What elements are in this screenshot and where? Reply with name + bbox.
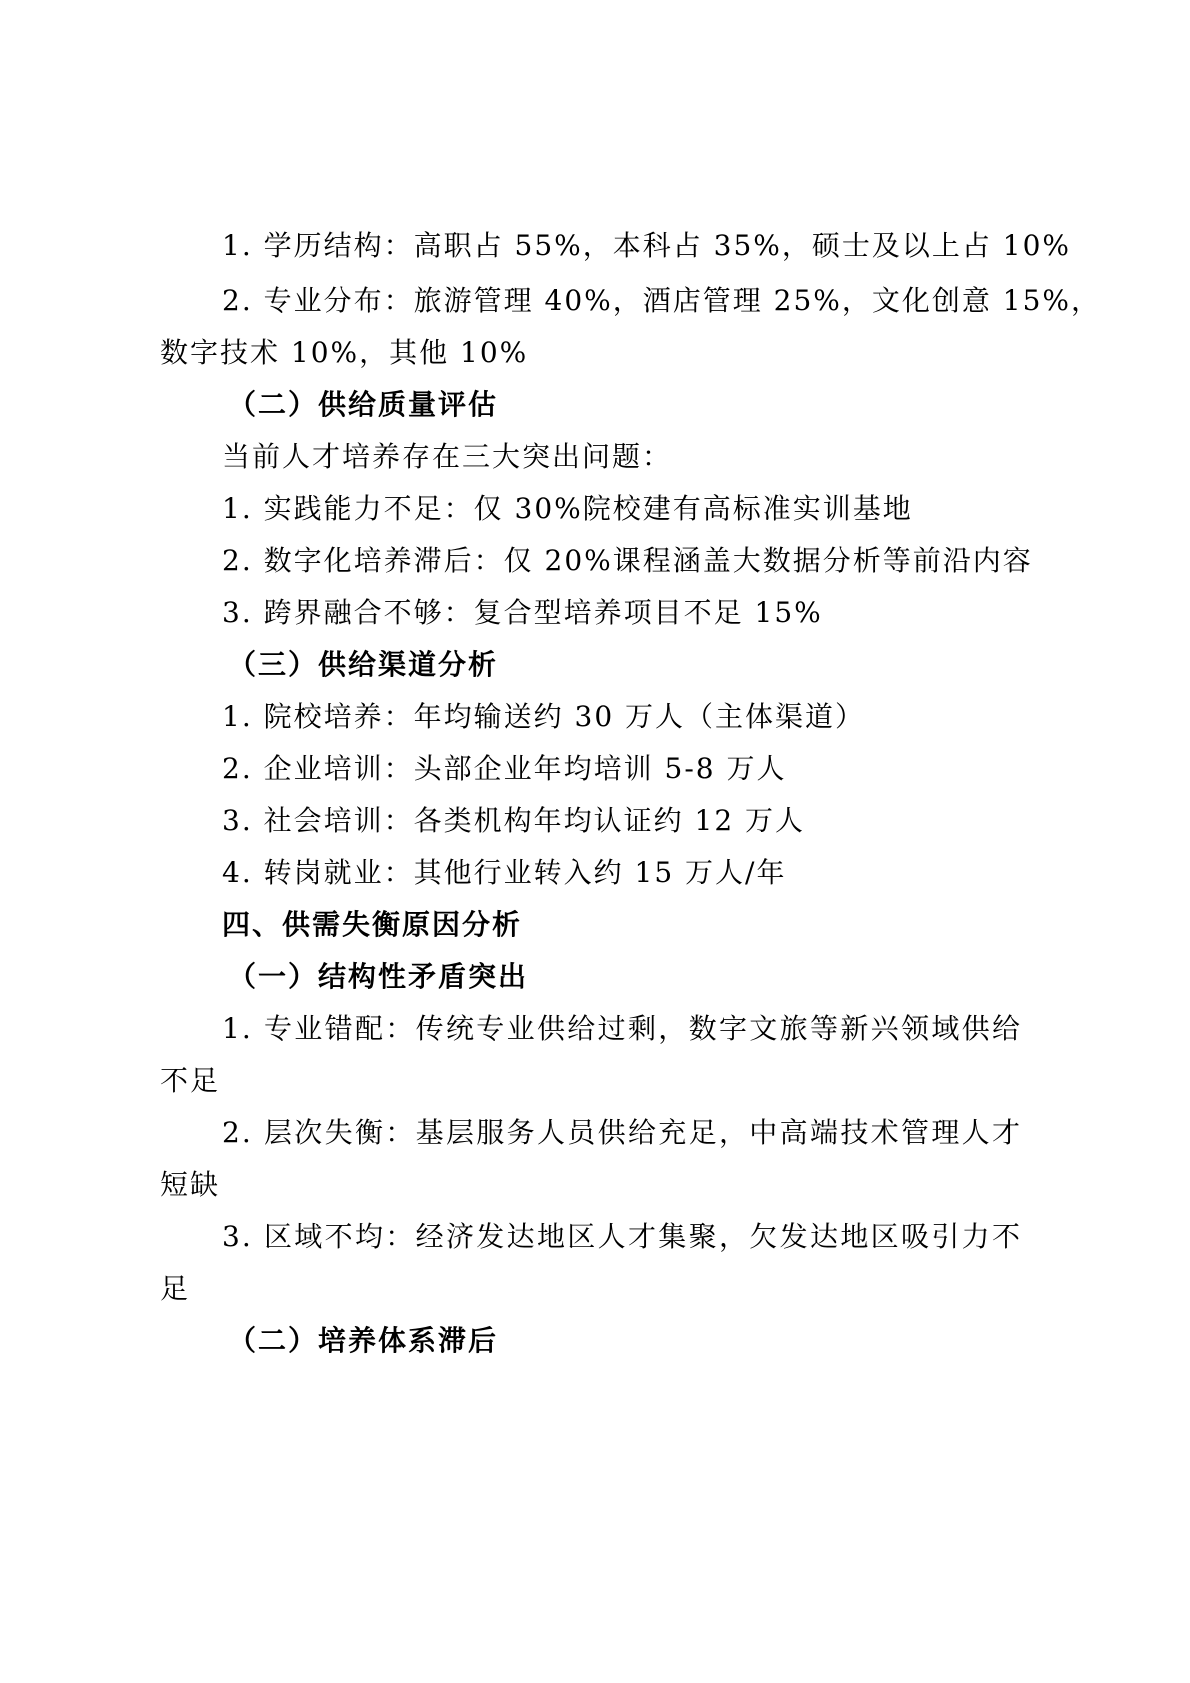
- problem-item-practice: 1. 实践能力不足：仅 30%院校建有高标准实训基地: [222, 492, 913, 525]
- problem-item-digital: 2. 数字化培养滞后：仅 20%课程涵盖大数据分析等前沿内容: [222, 544, 1033, 577]
- structural-item-mismatch: 1. 专业错配：传统专业供给过剩，数字文旅等新兴领域供给: [222, 1012, 1022, 1045]
- section-heading-supply-channels: （三）供给渠道分析: [228, 648, 499, 681]
- education-structure-item: 1. 学历结构：高职占 55%，本科占 35%，硕士及以上占 10%: [222, 229, 1072, 262]
- structural-item-level: 2. 层次失衡：基层服务人员供给充足，中高端技术管理人才: [222, 1116, 1022, 1149]
- channel-item-schools: 1. 院校培养：年均输送约 30 万人（主体渠道）: [222, 700, 866, 733]
- structural-item-level-continued: 短缺: [160, 1168, 221, 1201]
- problem-item-crossover: 3. 跨界融合不够：复合型培养项目不足 15%: [222, 596, 823, 629]
- section-heading-training-system: （二）培养体系滞后: [228, 1324, 499, 1357]
- section-heading-supply-quality: （二）供给质量评估: [228, 388, 499, 421]
- major-distribution-item: 2. 专业分布：旅游管理 40%，酒店管理 25%，文化创意 15%，: [222, 284, 1102, 317]
- channel-item-transfer: 4. 转岗就业：其他行业转入约 15 万人/年: [222, 856, 787, 889]
- channel-item-social: 3. 社会培训：各类机构年均认证约 12 万人: [222, 804, 806, 837]
- paragraph-intro-problems: 当前人才培养存在三大突出问题：: [222, 440, 673, 473]
- chapter-heading-imbalance: 四、供需失衡原因分析: [222, 908, 523, 941]
- channel-item-enterprise: 2. 企业培训：头部企业年均培训 5-8 万人: [222, 752, 787, 785]
- major-distribution-continued: 数字技术 10%，其他 10%: [160, 336, 529, 369]
- structural-item-region: 3. 区域不均：经济发达地区人才集聚，欠发达地区吸引力不: [222, 1220, 1022, 1253]
- structural-item-region-continued: 足: [160, 1272, 191, 1305]
- structural-item-mismatch-continued: 不足: [160, 1064, 221, 1097]
- section-heading-structural: （一）结构性矛盾突出: [228, 960, 529, 993]
